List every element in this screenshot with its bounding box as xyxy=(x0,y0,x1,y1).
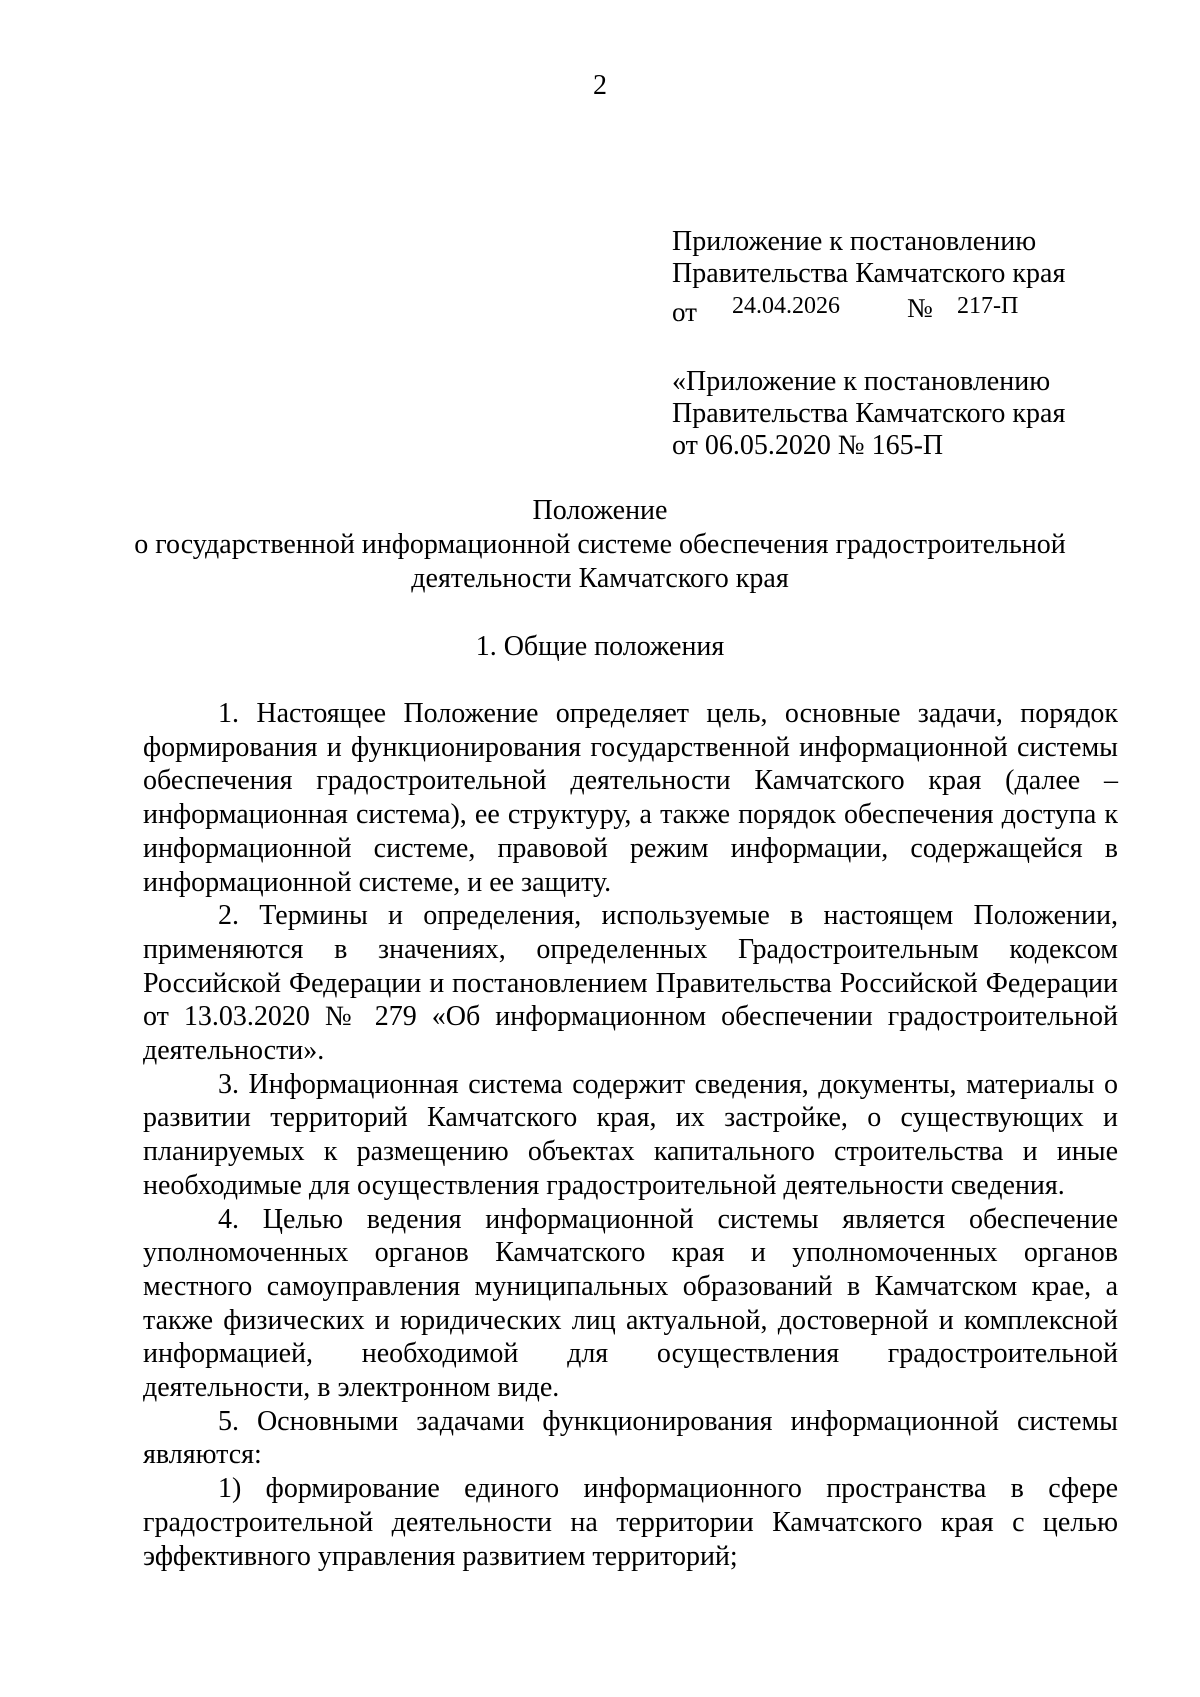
number-sign: № xyxy=(907,293,933,323)
title-line: деятельности Камчатского края xyxy=(411,563,789,594)
paragraph: 2. Термины и определения, используемые в настоящем Положении, применяются в значениях, определенных Градостроительным кодексом Российской Федерации и постановлением Правительства Российской Федерации от 13.03.2020 № 279 «Об информационном обеспечении градостроительной деятельности». xyxy=(143,900,1118,1067)
section-heading: 1. Общие положения xyxy=(475,631,725,662)
appendix-header-current xyxy=(672,226,1112,327)
page-number: 2 xyxy=(593,70,607,101)
appendix-date-line xyxy=(672,290,1112,327)
paragraph: 3. Информационная система содержит сведения, документы, материалы о развитии территорий Камчатского края, их застройке, о существующих и планируемых к размещению объектах капитального строительства и иные необходимые для осуществления градостроительной деятельности сведения. xyxy=(143,1068,1118,1201)
appendix-line: «Приложение к постановлению xyxy=(672,366,1051,397)
paragraph: 4. Целью ведения информационной системы является обеспечение уполномоченных органов Камчатского края и уполномоченных органов местного самоуправления муниципальных образований в Камчатском крае, а также физических и юридических лиц актуальной, достоверной и комплексной информацией, необходимой для осуществления градостроительной деятельности, в электронном виде. xyxy=(143,1203,1118,1404)
appendix-line: Правительства Камчатского края xyxy=(672,398,1066,429)
from-word: от xyxy=(672,297,697,327)
paragraph: 1) формирование единого информационного пространства в сфере градостроительной деятельности на территории Камчатского края с целью эффективного управления развитием территорий; xyxy=(143,1473,1118,1572)
appendix-line: от 06.05.2020 № 165-П xyxy=(672,430,944,461)
title-line: о государственной информационной системе обеспечения градостроительной xyxy=(134,529,1066,560)
appendix-header-original xyxy=(672,366,1112,462)
paragraph: 1. Настоящее Положение определяет цель, основные задачи, порядок формирования и функционирования государственной информационной системы обеспечения градостроительной деятельности Камчатского края (далее – информационная система), ее структуру, а также порядок обеспечения доступа к информационной системе, правовой режим информации, содержащейся в информационной системе, и ее защиту. xyxy=(143,698,1118,898)
appendix-line: Правительства Камчатского края xyxy=(672,258,1066,289)
appendix-line: Приложение к постановлению xyxy=(672,226,1037,257)
resolution-number: 217-П xyxy=(957,293,1019,319)
paragraph: 5. Основными задачами функционирования информационной системы являются: xyxy=(143,1405,1118,1471)
title-line: Положение xyxy=(532,495,668,526)
body-text xyxy=(143,697,1118,1573)
resolution-date: 24.04.2026 xyxy=(732,293,840,319)
document-title xyxy=(0,494,1200,596)
